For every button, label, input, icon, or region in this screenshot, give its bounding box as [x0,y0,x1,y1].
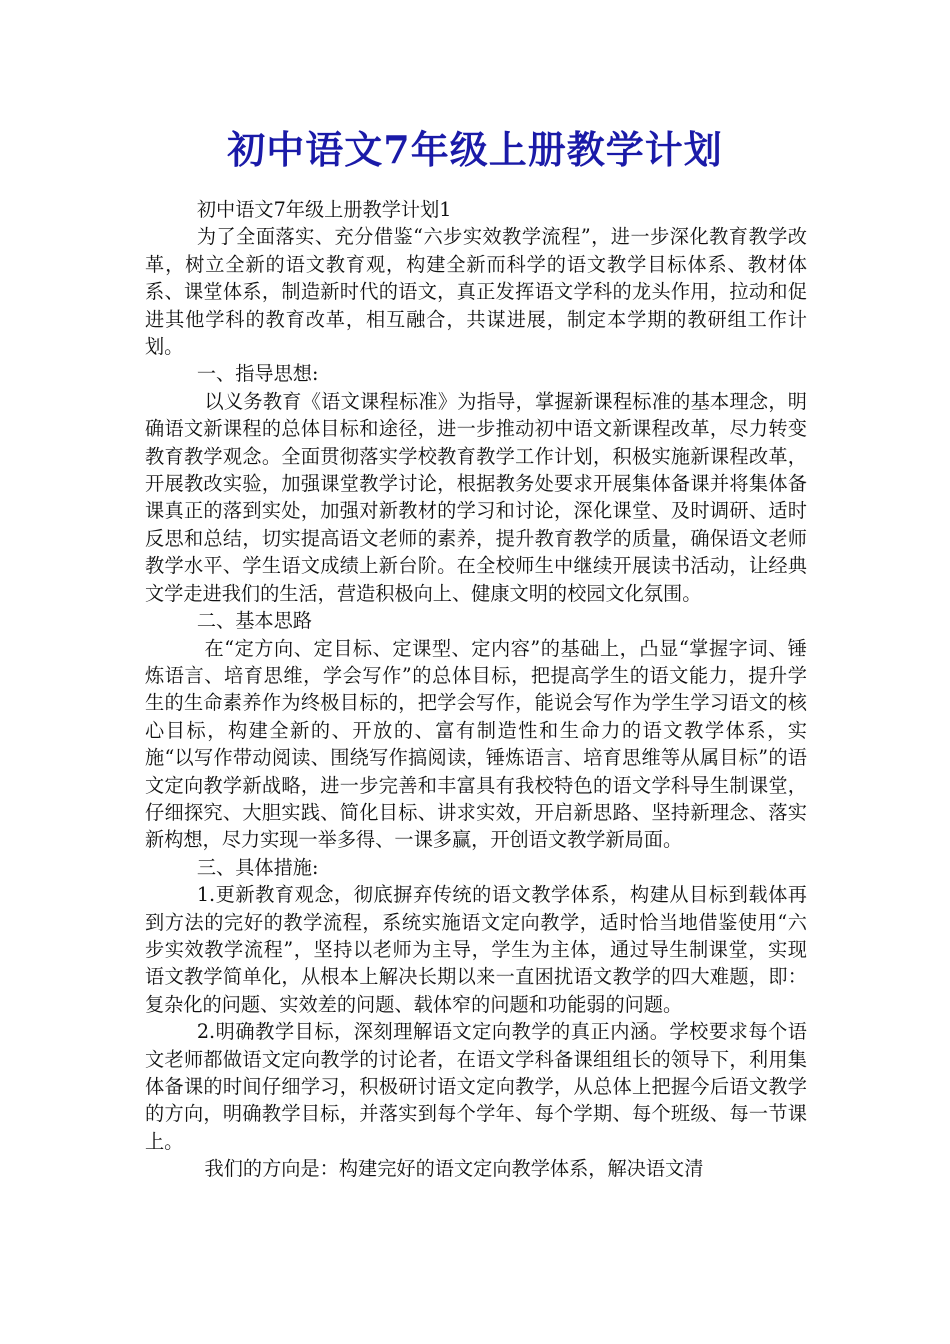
direction-paragraph: 我们的方向是：构建完好的语文定向教学体系，解决语文清 [204,1157,704,1181]
guiding-ideology-paragraph: 以义务教育《语文课程标准》为指导，掌握新课程标准的基本理念，明确语文新课程的总体目标和途径，进一步推动初中语文新课程改革，尽力转变教育教学观念。全面贯彻落实学校教育教学工作计划，积极实施新课程改革，开展教改实验，加强课堂教学讨论，根据教务处要求开展集体备课并将集体备课真正的落到实处，加强对新教材的学习和讨论，深化课堂、及时调研、适时反思和总结，切实提高语文老师的素养，提升教育教学的质量，确保语文老师教学水平、学生语文成绩上新台阶。在全校师生中继续开展读书活动，让经典文学走进我们的生活，营造积极向上、健康文明的校园文化氛围。 [145,389,807,605]
section-heading-basic-approach: 二、基本思路 [196,609,312,633]
intro-paragraph: 为了全面落实、充分借鉴“六步实效教学流程”，进一步深化教育教学改革，树立全新的语文教育观，构建全新而科学的语文教学目标体系、教材体系、课堂体系，制造新时代的语文，真正发挥语文学科的龙头作用，拉动和促进其他学科的教育改革，相互融合，共谋进展，制定本学期的教研组工作计划。 [145,225,807,359]
section-heading-guiding-ideology: 一、指导思想: [196,362,319,386]
document-title: 初中语文7年级上册教学计划 [227,127,723,172]
section-heading-specific-measures: 三、具体措施: [196,855,319,879]
subtitle-paragraph: 初中语文7年级上册教学计划1 [196,198,452,221]
document-body [145,196,807,1183]
measure-1-paragraph: 1.更新教育观念，彻底摒弃传统的语文教学体系，构建从目标到载体再到方法的完好的教学流程，系统实施语文定向教学，适时恰当地借鉴使用“六步实效教学流程”，坚持以老师为主导，学生为主体，通过导生制课堂，实现语文教学简单化，从根本上解决长期以来一直困扰语文教学的四大难题，即：复杂化的问题、实效差的问题、载体窄的问题和功能弱的问题。 [145,883,807,1016]
measure-2-paragraph: 2.明确教学目标，深刻理解语文定向教学的真正内涵。学校要求每个语文老师都做语文定向教学的讨论者，在语文学科备课组组长的领导下，利用集体备课的时间仔细学习，积极研讨语文定向教学，从总体上把握今后语文教学的方向，明确教学目标，并落实到每个学年、每个学期、每个班级、每一节课上。 [145,1020,807,1153]
basic-approach-paragraph: 在“定方向、定目标、定课型、定内容”的基础上，凸显“掌握字词、锤炼语言、培育思维，学会写作”的总体目标，把提高学生的语文能力，提升学生的生命素养作为终极目标的，把学会写作，能说会写作为学生学习语文的核心目标，构建全新的、开放的、富有制造性和生命力的语文教学体系，实施“以写作带动阅读、围绕写作搞阅读，锤炼语言、培育思维等从属目标”的语文定向教学新战略，进一步完善和丰富具有我校特色的语文学科导生制课堂，仔细探究、大胆实践、简化目标、讲求实效，开启新思路、坚持新理念、落实新构想，尽力实现一举多得、一课多赢，开创语文教学新局面。 [145,636,807,852]
